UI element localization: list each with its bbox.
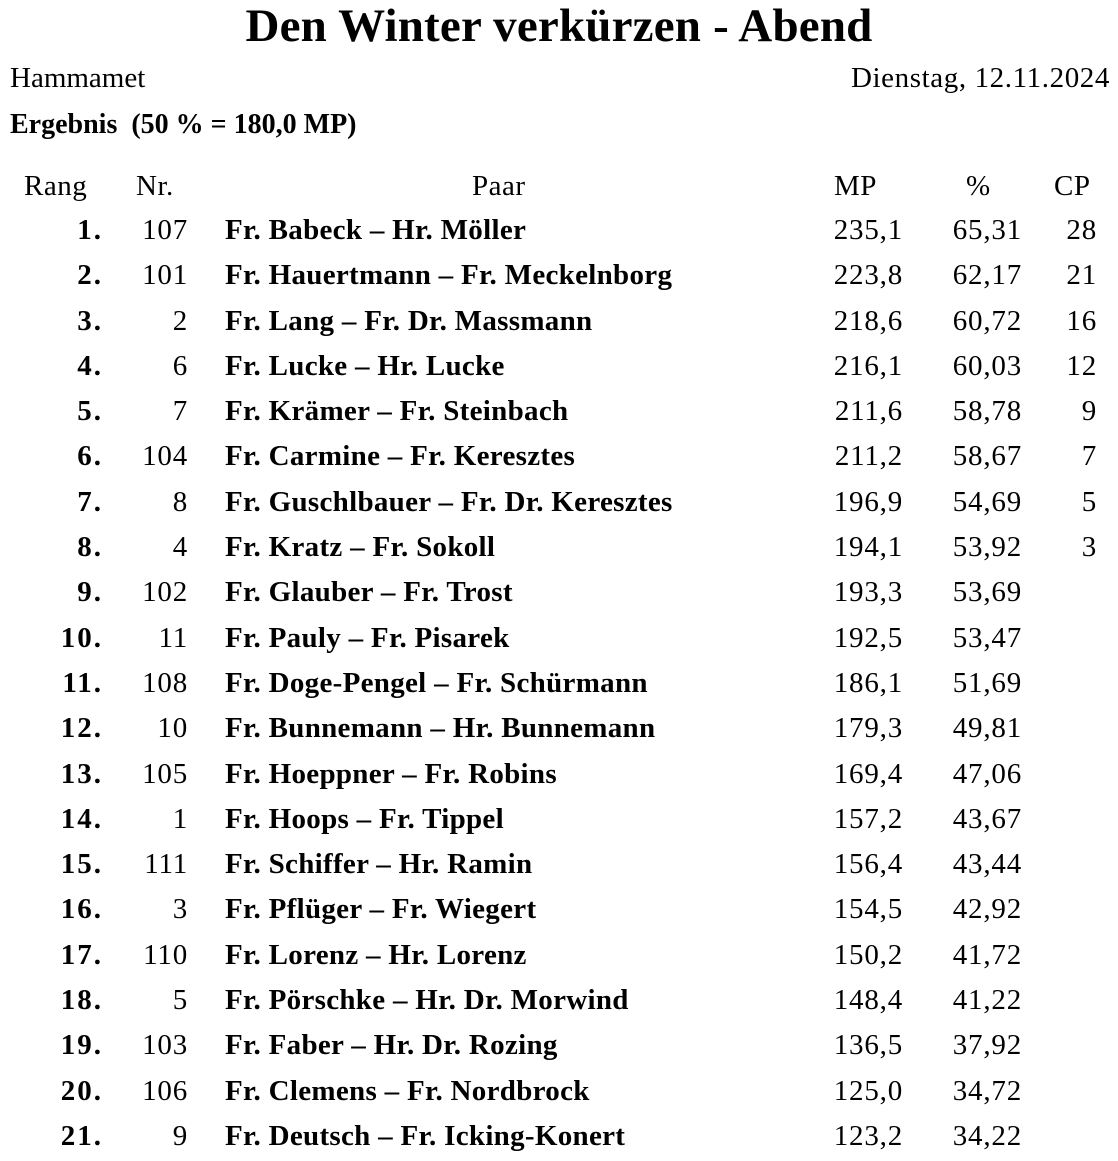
clubpoints-cell: 3 [1081,531,1097,564]
matchpoints-cell: 179,3 [833,712,903,745]
table-body [0,210,1118,1161]
clubpoints-cell: 28 [1066,214,1097,246]
table-row [0,210,1118,255]
matchpoints-cell: 169,4 [833,757,903,790]
rank-cell: 9. [77,576,103,609]
pair-names-cell: Fr. Schiffer – Hr. Ramin [225,848,533,881]
percent-cell: 47,06 [952,757,1022,790]
clubpoints-cell: 5 [1081,485,1097,518]
pair-number-cell: 103 [142,1029,188,1062]
clubpoints-cell: 16 [1066,304,1097,337]
matchpoints-cell: 211,2 [834,440,903,473]
matchpoints-cell: 125,0 [833,1074,903,1107]
clubpoints-cell: 12 [1066,349,1097,382]
column-header-mp: MP [834,170,877,202]
percent-cell: 49,81 [952,712,1022,745]
pair-number-cell: 106 [142,1074,188,1107]
clubpoints-cell: 21 [1066,259,1097,292]
rank-cell: 1. [77,214,103,246]
matchpoints-cell: 216,1 [833,349,903,382]
matchpoints-cell: 235,1 [833,214,903,246]
table-row [0,391,1118,436]
rank-cell: 6. [77,440,103,473]
result-subtitle [10,107,357,143]
percent-cell: 53,47 [952,621,1022,654]
pair-number-cell: 3 [172,893,188,926]
table-row [0,482,1118,527]
matchpoints-cell: 223,8 [833,259,903,292]
percent-cell: 53,92 [952,531,1022,564]
table-row [0,663,1118,708]
table-row [0,436,1118,481]
results-table [0,166,1118,1161]
pair-names-cell: Fr. Babeck – Hr. Möller [225,214,527,246]
pair-names-cell: Fr. Hoops – Fr. Tippel [225,802,504,835]
rank-cell: 3. [77,304,103,337]
table-row [0,255,1118,300]
matchpoints-cell: 150,2 [833,938,903,971]
rank-cell: 11. [62,666,103,699]
matchpoints-cell: 192,5 [833,621,903,654]
pair-names-cell: Fr. Bunnemann – Hr. Bunnemann [225,712,656,745]
percent-cell: 54,69 [952,485,1022,518]
table-row [0,889,1118,934]
matchpoints-cell: 154,5 [833,893,903,926]
pair-number-cell: 8 [172,485,188,518]
table-row [0,980,1118,1025]
pair-number-cell: 108 [142,666,188,699]
clubpoints-cell: 9 [1081,395,1097,428]
pair-number-cell: 102 [142,576,188,609]
rank-cell: 15. [60,848,103,881]
rank-cell: 7. [77,485,103,518]
table-row [0,618,1118,663]
pair-number-cell: 10 [157,712,188,745]
table-row [0,1116,1118,1161]
rank-cell: 4. [77,349,103,382]
pair-number-cell: 105 [142,757,188,790]
pair-names-cell: Fr. Lorenz – Hr. Lorenz [225,938,527,971]
pair-names-cell: Fr. Pauly – Fr. Pisarek [225,621,510,654]
rank-cell: 21. [60,1119,103,1152]
percent-cell: 62,17 [952,259,1022,292]
table-row [0,1071,1118,1116]
percent-cell: 37,92 [952,1029,1022,1062]
table-row [0,301,1118,346]
rank-cell: 20. [60,1074,103,1107]
rank-cell: 2. [77,259,103,292]
table-row [0,799,1118,844]
matchpoints-cell: 194,1 [833,531,903,564]
percent-cell: 43,67 [952,802,1022,835]
pair-number-cell: 104 [142,440,188,473]
percent-cell: 53,69 [952,576,1022,609]
table-row [0,572,1118,617]
percent-cell: 34,72 [952,1074,1022,1107]
pair-number-cell: 4 [172,531,188,564]
table-row [0,1025,1118,1070]
matchpoints-cell: 156,4 [833,848,903,881]
percent-cell: 58,78 [952,395,1022,428]
pair-number-cell: 1 [172,802,188,835]
table-header [0,166,1118,210]
column-header-nr: Nr. [136,170,174,202]
table-row [0,708,1118,753]
subtitle-detail: (50 % = 180,0 MP) [131,109,357,140]
pair-names-cell: Fr. Hoeppner – Fr. Robins [225,757,557,790]
percent-cell: 43,44 [952,848,1022,881]
column-header-paar: Paar [472,170,526,202]
percent-cell: 60,72 [952,304,1022,337]
page-title: Den Winter verkürzen - Abend [245,0,873,52]
pair-names-cell: Fr. Krämer – Fr. Steinbach [225,395,569,428]
matchpoints-cell: 148,4 [833,984,903,1017]
rank-cell: 13. [60,757,103,790]
pair-names-cell: Fr. Deutsch – Fr. Icking-Konert [225,1119,626,1152]
event-date: Dienstag, 12.11.2024 [850,62,1110,94]
pair-number-cell: 2 [172,304,188,337]
percent-cell: 60,03 [952,349,1022,382]
pair-number-cell: 11 [158,621,188,654]
rank-cell: 10. [60,621,103,654]
subtitle-label: Ergebnis [10,109,118,140]
matchpoints-cell: 211,6 [834,395,903,428]
percent-cell: 58,67 [952,440,1022,473]
pair-names-cell: Fr. Doge-Pengel – Fr. Schürmann [225,666,648,699]
rank-cell: 5. [77,395,103,428]
rank-cell: 12. [60,712,103,745]
venue-label: Hammamet [10,62,146,94]
pair-names-cell: Fr. Faber – Hr. Dr. Rozing [225,1029,558,1062]
pair-names-cell: Fr. Clemens – Fr. Nordbrock [225,1074,590,1107]
pair-names-cell: Fr. Lang – Fr. Dr. Massmann [225,304,593,337]
matchpoints-cell: 186,1 [833,666,903,699]
percent-cell: 41,22 [952,984,1022,1017]
matchpoints-cell: 136,5 [833,1029,903,1062]
table-row [0,527,1118,572]
rank-cell: 18. [60,984,103,1017]
percent-cell: 42,92 [952,893,1022,926]
matchpoints-cell: 218,6 [833,304,903,337]
rank-cell: 17. [60,938,103,971]
matchpoints-cell: 157,2 [833,802,903,835]
pair-names-cell: Fr. Glauber – Fr. Trost [225,576,513,609]
pair-number-cell: 7 [172,395,188,428]
pair-names-cell: Fr. Hauertmann – Fr. Meckelnborg [225,259,673,292]
pair-number-cell: 6 [172,349,188,382]
pair-number-cell: 110 [143,938,188,971]
rank-cell: 19. [60,1029,103,1062]
pair-names-cell: Fr. Pörschke – Hr. Dr. Morwind [225,984,629,1017]
column-header-cp: CP [1054,170,1091,202]
column-header-rang: Rang [24,170,88,202]
subtitle-spacer [117,109,131,140]
percent-cell: 51,69 [952,666,1022,699]
column-header-percent: % [966,170,991,202]
pair-number-cell: 107 [142,214,188,246]
matchpoints-cell: 123,2 [833,1119,903,1152]
rank-cell: 16. [60,893,103,926]
table-row [0,346,1118,391]
pair-names-cell: Fr. Kratz – Fr. Sokoll [225,531,496,564]
pair-names-cell: Fr. Carmine – Fr. Keresztes [225,440,576,473]
pair-names-cell: Fr. Lucke – Hr. Lucke [225,349,505,382]
pair-number-cell: 101 [142,259,188,292]
matchpoints-cell: 196,9 [833,485,903,518]
pair-number-cell: 5 [172,984,188,1017]
table-row [0,844,1118,889]
pair-number-cell: 9 [172,1119,188,1152]
percent-cell: 65,31 [952,214,1022,246]
percent-cell: 34,22 [952,1119,1022,1152]
rank-cell: 14. [60,802,103,835]
pair-names-cell: Fr. Pflüger – Fr. Wiegert [225,893,537,926]
pair-names-cell: Fr. Guschlbauer – Fr. Dr. Keresztes [225,485,673,518]
percent-cell: 41,72 [952,938,1022,971]
table-row [0,754,1118,799]
table-row [0,935,1118,980]
rank-cell: 8. [77,531,103,564]
pair-number-cell: 111 [144,848,188,881]
matchpoints-cell: 193,3 [833,576,903,609]
clubpoints-cell: 7 [1081,440,1097,473]
